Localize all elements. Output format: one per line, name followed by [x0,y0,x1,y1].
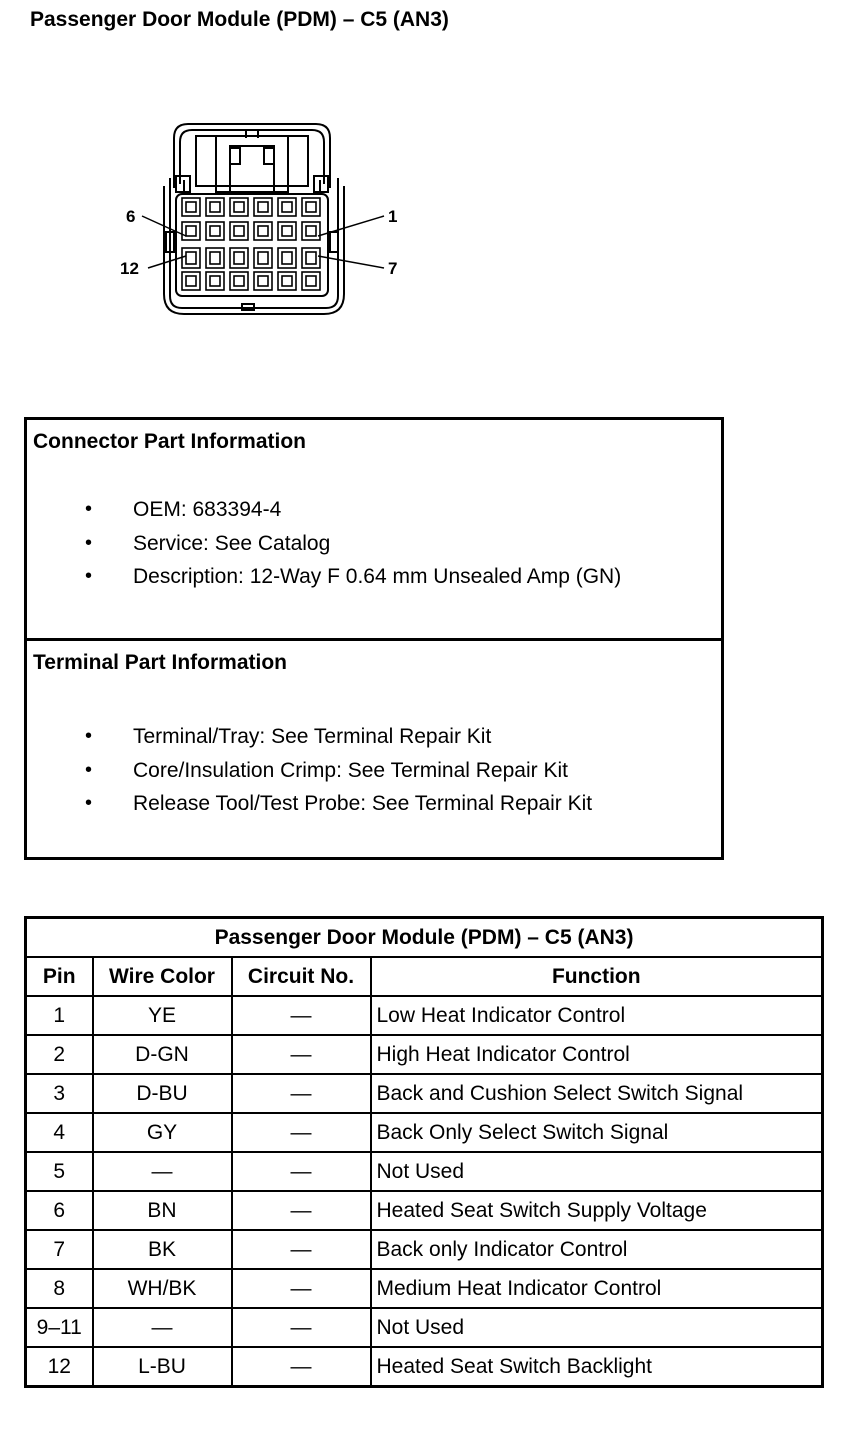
bullet-icon: • [85,758,93,781]
part-info-box [24,417,724,860]
pin-cavity [254,198,272,216]
connector-part-heading: Connector Part Information [33,430,307,453]
terminal-part-heading: Terminal Part Information [33,651,287,674]
pin-cavity [182,248,200,268]
pin-cavity [206,248,224,268]
pin-table-body [26,996,823,1387]
circuit-cell: — [232,1074,371,1113]
table-row [26,1191,823,1230]
circuit-cell: — [232,1113,371,1152]
pin-label-12: 12 [120,259,139,278]
table-row [26,1308,823,1347]
pin-cavity [254,272,272,290]
function-cell: Heated Seat Switch Supply Voltage [371,1191,823,1230]
table-row [26,1347,823,1387]
pin-cell: 8 [26,1269,93,1308]
circuit-cell: — [232,1230,371,1269]
connector-diagram [118,118,418,318]
function-cell: Back only Indicator Control [371,1230,823,1269]
circuit-cell: — [232,1035,371,1074]
pin-label-6: 6 [126,207,136,226]
pin-cavity [182,272,200,290]
pin-cavity-inner [306,276,316,286]
pin-cavity [206,272,224,290]
wire-color-cell: L-BU [93,1347,232,1387]
bullet-icon: • [85,792,93,814]
table-row [26,1113,823,1152]
pin-cavity-inner [186,252,196,264]
circuit-cell: — [232,1152,371,1191]
wire-color-cell: BK [93,1230,232,1269]
pin-cavity-inner [282,226,292,236]
terminal-part-info: Terminal Part Information • Terminal/Tray: See Terminal Repair Kit • Core/Insulation Crimp: See Terminal Repair Kit • Release Tool/Test Probe: See Terminal Repair Kit [33,651,593,815]
bullet-icon: • [85,498,93,520]
pin-cavity [230,198,248,216]
table-row [26,1269,823,1308]
table-row [26,1230,823,1269]
pin-cavity-inner [282,252,292,264]
pin-cavity-inner [186,226,196,236]
pin-cavity-inner [234,202,244,212]
circuit-cell: — [232,1191,371,1230]
pin-cavity-inner [282,202,292,212]
pin-cavity [302,272,320,290]
pin-cavity [254,248,272,268]
pin-cavity [278,248,296,268]
function-cell: Low Heat Indicator Control [371,996,823,1035]
circuit-cell: — [232,996,371,1035]
header-pin: Pin [26,957,93,996]
wire-color-cell: D-BU [93,1074,232,1113]
pin-cavity [230,222,248,240]
pin-cell: 12 [26,1347,93,1387]
pin-cell: 3 [26,1074,93,1113]
pin-table [24,916,824,1388]
wire-color-cell: YE [93,996,232,1035]
function-cell: Not Used [371,1152,823,1191]
pin-label-7: 7 [388,259,398,278]
function-cell: Back Only Select Switch Signal [371,1113,823,1152]
pin-cavity-inner [234,252,244,264]
pin-cavity-inner [258,226,268,236]
function-cell: High Heat Indicator Control [371,1035,823,1074]
table-row [26,1152,823,1191]
function-cell: Heated Seat Switch Backlight [371,1347,823,1387]
pin-cavity-inner [210,276,220,286]
pin-cavity-inner [186,276,196,286]
pin-cell: 6 [26,1191,93,1230]
wire-color-cell: BN [93,1191,232,1230]
header-function: Function [371,957,823,996]
pin-cavity [182,198,200,216]
bullet-icon: • [85,565,93,587]
pin-cavity [278,222,296,240]
pin-cavity [302,248,320,268]
connector-part-info: Connector Part Information • OEM: 683394-4 • Service: See Catalog • Description: 12-Way F 0.64 mm Unsealed Amp (GN) [27,420,721,641]
circuit-cell: — [232,1269,371,1308]
pin-cavity [254,222,272,240]
function-cell: Back and Cushion Select Switch Signal [371,1074,823,1113]
pin-cavity-inner [210,252,220,264]
pin-cavity-inner [306,252,316,264]
pin-cavity [302,222,320,240]
table-caption: Passenger Door Module (PDM) – C5 (AN3) [26,918,823,958]
wire-color-cell: WH/BK [93,1269,232,1308]
pin-cell: 5 [26,1152,93,1191]
pin-label-1: 1 [388,207,398,226]
pin-cavity-inner [282,276,292,286]
pin-cavity-inner [210,226,220,236]
pin-cavity-inner [234,276,244,286]
wire-color-cell: — [93,1308,232,1347]
bullet-icon: • [85,725,93,747]
pin-cavity-inner [210,202,220,212]
pin-cavity [230,248,248,268]
table-row [26,1074,823,1113]
page-title: Passenger Door Module (PDM) – C5 (AN3) [30,8,449,31]
pin-cell: 1 [26,996,93,1035]
pin-cell: 2 [26,1035,93,1074]
pin-cavity [206,198,224,216]
pin-cavity-inner [186,202,196,212]
pin-cavity [278,198,296,216]
circuit-cell: — [232,1308,371,1347]
pin-cavity-inner [258,202,268,212]
circuit-cell: — [232,1347,371,1387]
pin-cavity-inner [258,276,268,286]
pin-cell: 7 [26,1230,93,1269]
header-wire-color: Wire Color [93,957,232,996]
table-row [26,996,823,1035]
wire-color-cell: D-GN [93,1035,232,1074]
table-row [26,1035,823,1074]
pin-cavity [206,222,224,240]
pin-cell: 4 [26,1113,93,1152]
wire-color-cell: — [93,1152,232,1191]
bullet-icon: • [85,531,93,554]
pin-cavity-inner [306,202,316,212]
pin-cavity [302,198,320,216]
pin-cavity-inner [234,226,244,236]
pin-cavity [182,222,200,240]
pin-cavity [278,272,296,290]
pin-cavity-inner [258,252,268,264]
header-circuit-no: Circuit No. [232,957,371,996]
pin-cavity-inner [306,226,316,236]
pin-cavity [230,272,248,290]
wire-color-cell: GY [93,1113,232,1152]
function-cell: Not Used [371,1308,823,1347]
function-cell: Medium Heat Indicator Control [371,1269,823,1308]
pin-cell: 9–11 [26,1308,93,1347]
